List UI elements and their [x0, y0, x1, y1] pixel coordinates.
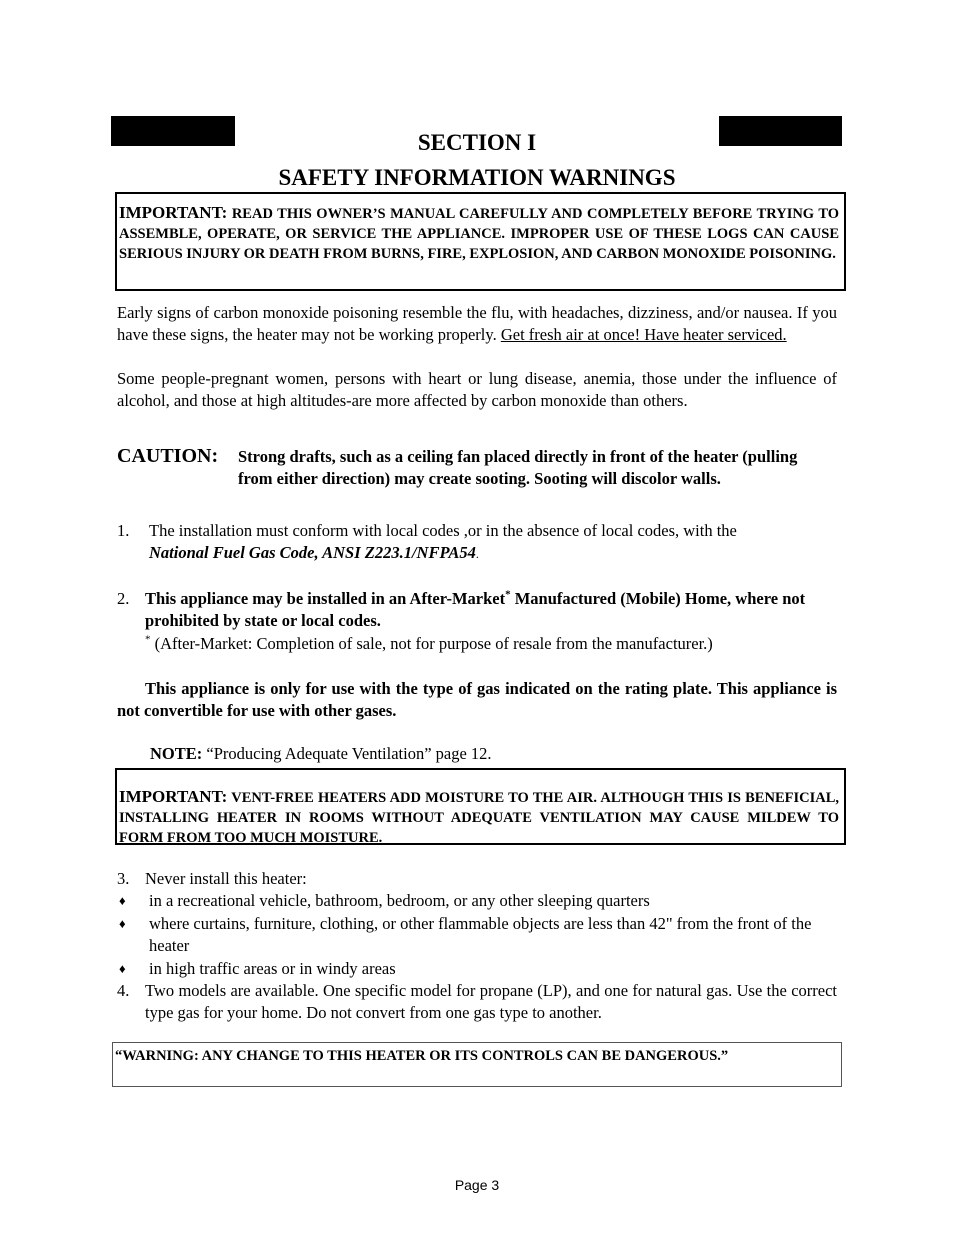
section-title: SAFETY INFORMATION WARNINGS: [278, 165, 676, 190]
caution-text: Strong drafts, such as a ceiling fan placed directly in front of the heater (pulling from either direction) may create sooting. Sooting will discolor walls.: [238, 447, 798, 488]
sensitive-people-paragraph: Some people-pregnant women, persons with heart or lung disease, anemia, those under the influence of alcohol, and those at high altitudes-are more affected by carbon monoxide than others.: [117, 369, 837, 410]
item-2-body-a: This appliance may be installed in an After-Market: [145, 589, 506, 608]
item-2-body-b: Manufactured (Mobile) Home, where not prohibited by state or local codes.: [145, 589, 806, 630]
item-4-text: Two models are available. One specific model for propane (LP), and one for natural gas. Use the correct type gas for your home. Do not convert from one gas type to another.: [145, 981, 837, 1022]
item-2-footnote-line: [145, 633, 845, 655]
item-1-code-name: National Fuel Gas Code, ANSI Z223.1/NFPA54: [149, 543, 476, 562]
moisture-important-label: IMPORTANT:: [119, 787, 228, 806]
note-label: NOTE:: [150, 744, 203, 763]
item-2-footnote: (After-Market: Completion of sale, not for purpose of resale from the manufacturer.): [154, 634, 713, 653]
item-2-text: [145, 588, 845, 632]
change-warning-box: “WARNING: ANY CHANGE TO THIS HEATER OR ITS CONTROLS CAN BE DANGEROUS.”: [112, 1042, 842, 1087]
item-2-number: 2.: [117, 589, 130, 608]
diamond-bullet-icon: ♦: [119, 893, 126, 908]
moisture-warning-box: [115, 768, 846, 845]
co-poisoning-action: Get fresh air at once! Have heater serviced.: [500, 325, 787, 344]
caution-label: CAUTION:: [117, 445, 219, 467]
page-number: Page 3: [454, 1177, 500, 1193]
item-2-asterisk: *: [505, 588, 511, 601]
item-3-number: 3.: [117, 869, 130, 888]
important-warning-box: [115, 192, 846, 291]
footnote-asterisk: *: [145, 633, 151, 646]
important-label: IMPORTANT:: [119, 203, 228, 222]
section-label: SECTION I: [417, 130, 537, 155]
note-text: “Producing Adequate Ventilation” page 12.: [206, 744, 492, 763]
item-3-text: Never install this heater:: [145, 869, 307, 888]
item-1-end: .: [475, 547, 479, 561]
note-line: [150, 743, 840, 765]
item-1-text: [149, 520, 849, 565]
diamond-bullet-icon: ♦: [119, 961, 126, 976]
moisture-important-text: VENT-FREE HEATERS ADD MOISTURE TO THE AIR. ALTHOUGH THIS IS BENEFICIAL, INSTALLING HEATER IN ROOMS WITHOUT ADEQUATE VENTILATION MAY CAUSE MILDEW TO FORM FROM TOO MUCH MOISTURE.: [119, 790, 839, 846]
diamond-bullet-icon: ♦: [119, 916, 126, 931]
co-poisoning-paragraph: [117, 302, 837, 346]
item-1-body: The installation must conform with local codes ,or in the absence of local codes, with the: [149, 521, 737, 540]
bullet-item-1: in a recreational vehicle, bathroom, bedroom, or any other sleeping quarters: [149, 891, 650, 910]
bullet-item-2: where curtains, furniture, clothing, or other flammable objects are less than 42" from the front of the heater: [149, 914, 812, 955]
important-text: READ THIS OWNER’S MANUAL CAREFULLY AND COMPLETELY BEFORE TRYING TO ASSEMBLE, OPERATE, OR SERVICE THE APPLIANCE. IMPROPER USE OF THESE LOGS CAN CAUSE SERIOUS INJURY OR DEATH FROM BURNS, FIRE, EXPLOSION, AND CARBON MONOXIDE POISONING.: [119, 206, 840, 262]
item-1-number: 1.: [117, 521, 130, 540]
co-poisoning-text: Early signs of carbon monoxide poisoning resemble the flu, with headaches, dizziness, and/or nausea. If you have these signs, the heater may not be working properly.: [117, 303, 837, 344]
gas-type-paragraph: This appliance is only for use with the type of gas indicated on the rating plate. This appliance is not convertible for use with other gases.: [117, 679, 837, 720]
item-4-number: 4.: [117, 981, 130, 1000]
bullet-item-3: in high traffic areas or in windy areas: [149, 959, 396, 978]
